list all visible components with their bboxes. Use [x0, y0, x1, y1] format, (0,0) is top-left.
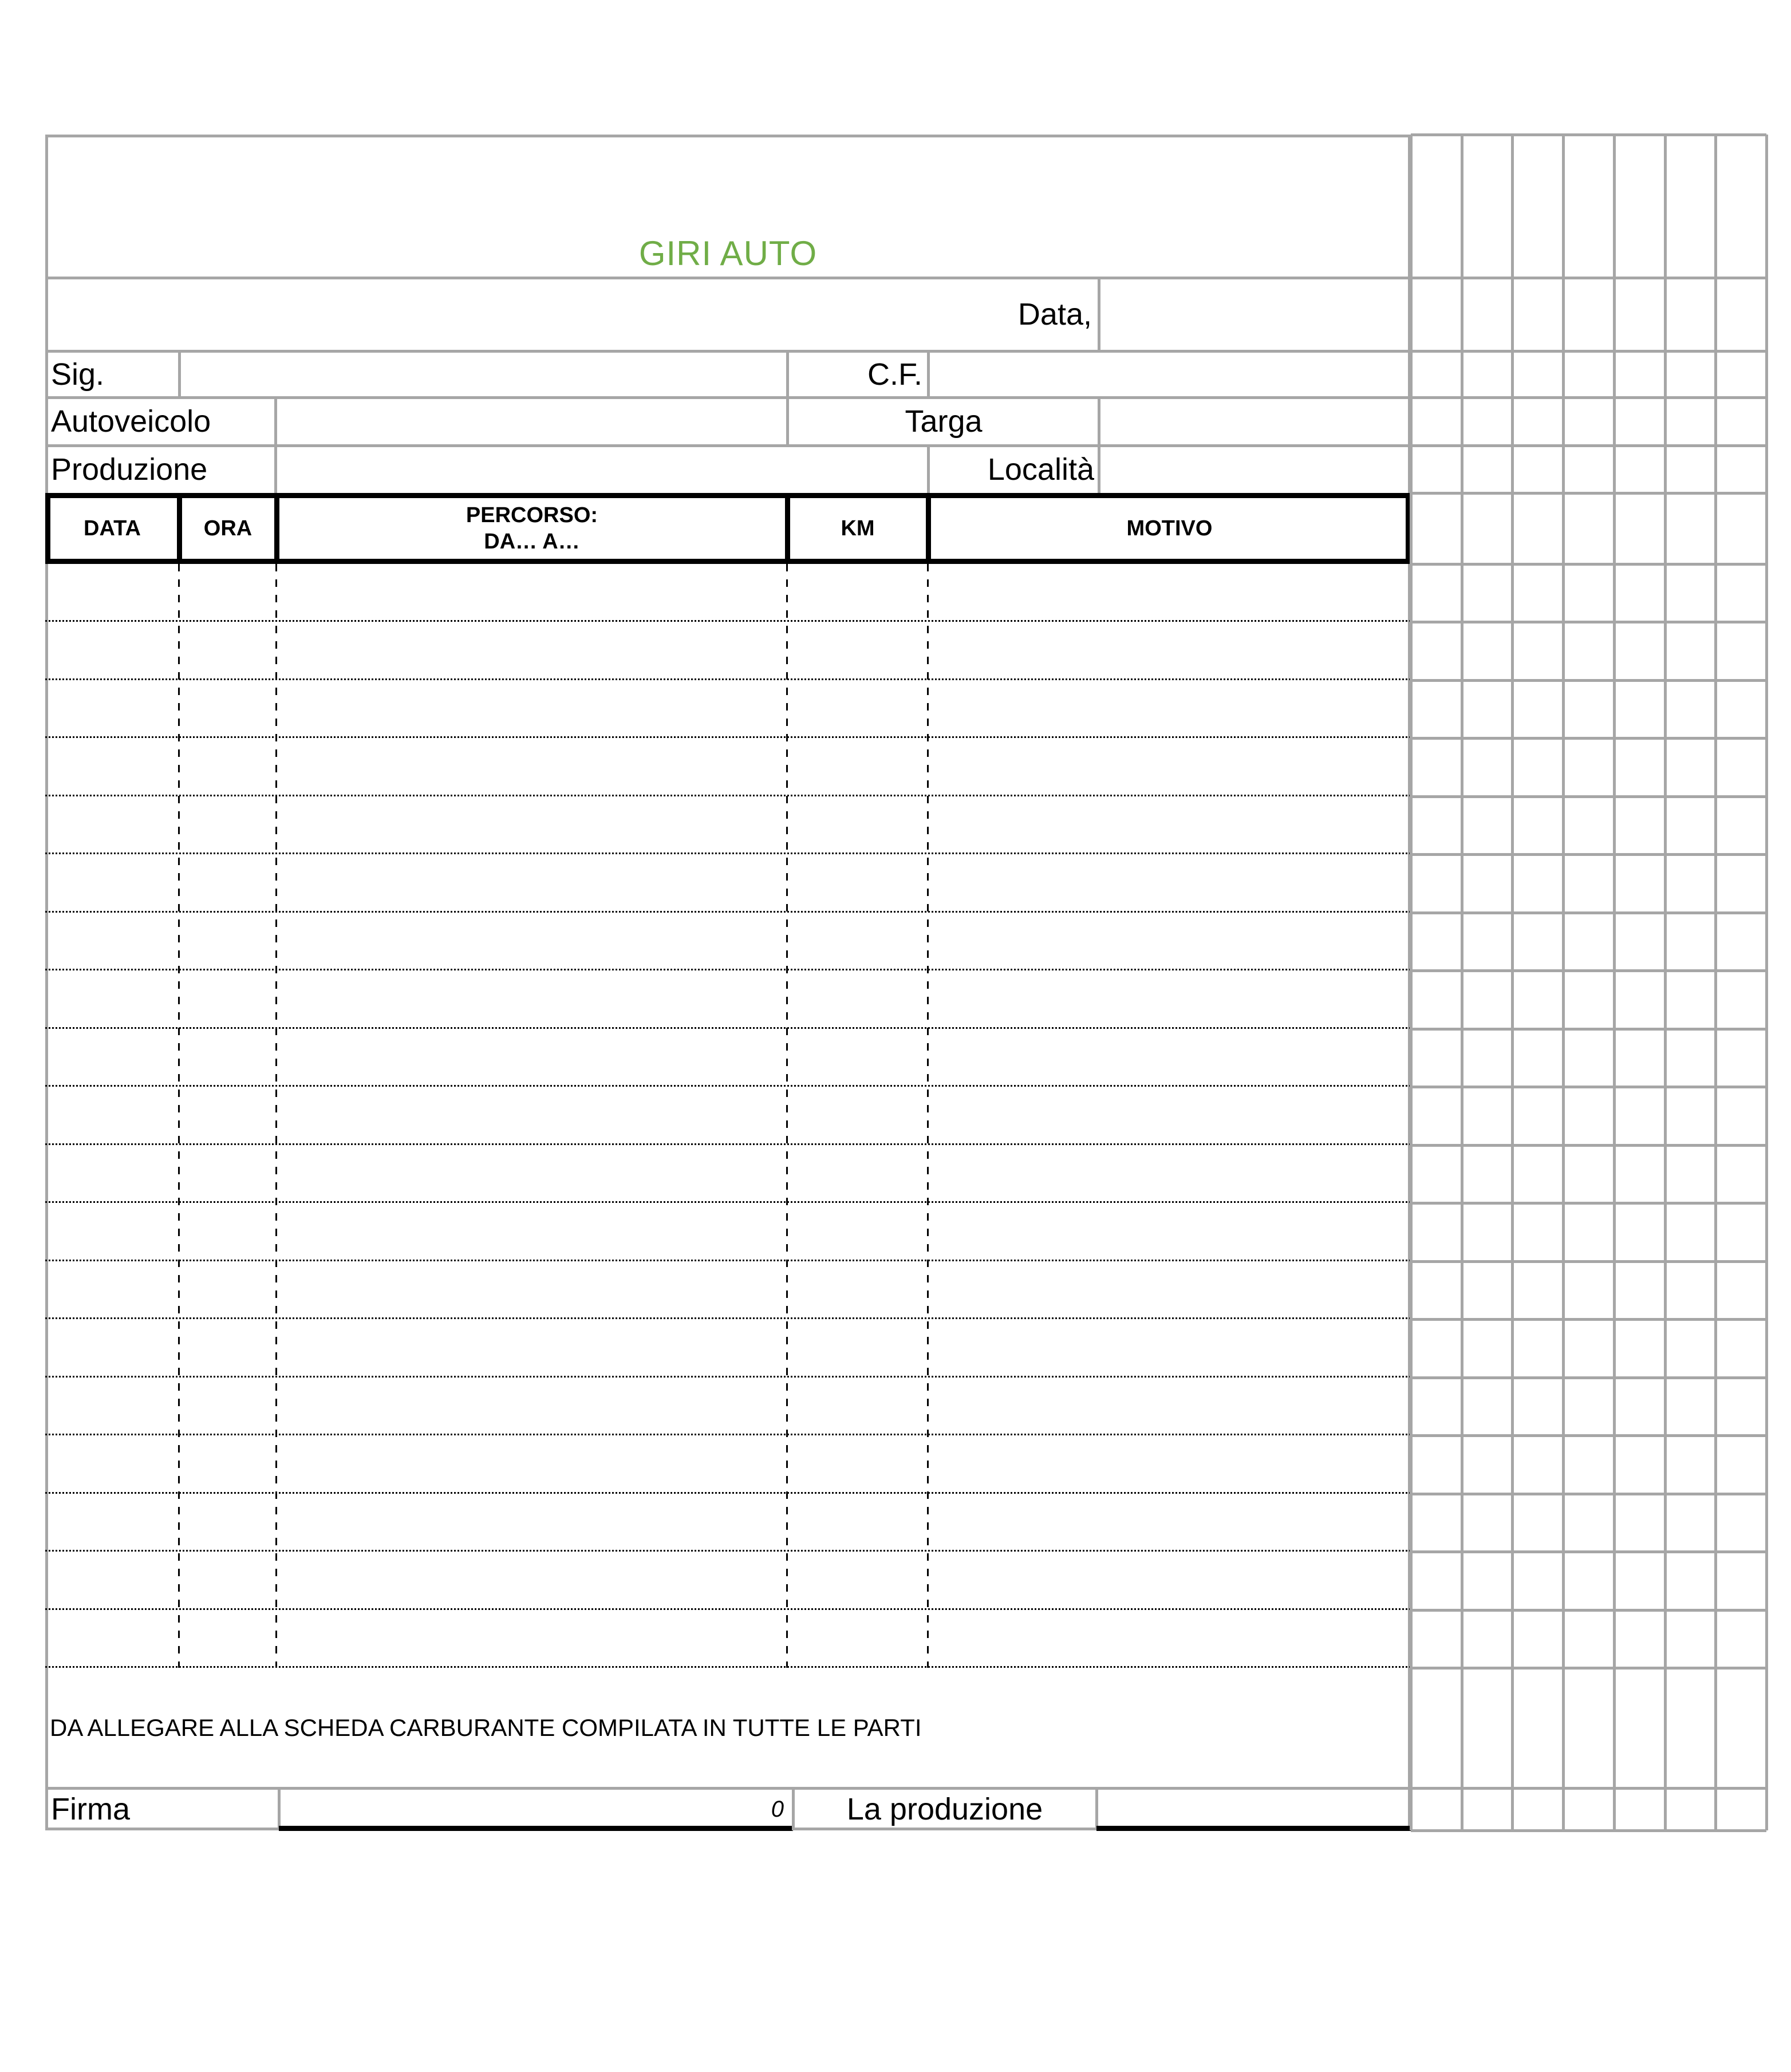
la-produzione-label: [793, 1788, 1096, 1830]
table-row[interactable]: [45, 1378, 1411, 1435]
grid-line: [1411, 795, 1766, 798]
column-divider: [178, 564, 180, 1668]
localita-label: [928, 445, 1100, 493]
grid-line: [1613, 135, 1616, 1830]
table-row[interactable]: [45, 1610, 1411, 1668]
grid-line: [1411, 1318, 1766, 1321]
targa-label: [787, 397, 1100, 445]
autoveicolo-label: [45, 397, 277, 445]
cf-label: [787, 351, 928, 397]
column-divider: [786, 564, 788, 1668]
column-header-km-text: KM: [841, 516, 875, 540]
grid-line: [1411, 969, 1766, 972]
produzione-input[interactable]: [277, 445, 928, 493]
firma-signature-value: 0: [771, 1796, 784, 1822]
table-body: [45, 564, 1411, 1668]
autoveicolo-input[interactable]: [277, 397, 787, 445]
grid-line: [1411, 1787, 1766, 1790]
grid-line: [1411, 1609, 1766, 1612]
column-header-percorso: [277, 493, 787, 564]
grid-line: [1411, 444, 1766, 447]
table-row[interactable]: [45, 564, 1411, 622]
grid-line: [1411, 853, 1766, 856]
localita-label-text: Località: [987, 452, 1094, 487]
sig-input[interactable]: [179, 351, 787, 397]
grid-line: [1664, 135, 1667, 1830]
column-header-ora: [179, 493, 277, 564]
produzione-label: [45, 445, 277, 493]
data-label: [45, 278, 1100, 351]
la-produzione-input[interactable]: [1096, 1788, 1411, 1830]
column-header-percorso-text: PERCORSO: DA… A…: [465, 503, 598, 554]
table-row[interactable]: [45, 1319, 1411, 1378]
grid-line: [1411, 1550, 1766, 1553]
grid-line: [1411, 277, 1766, 279]
table-row[interactable]: [45, 1145, 1411, 1203]
table-row[interactable]: [45, 1435, 1411, 1494]
table-row[interactable]: [45, 680, 1411, 738]
table-row[interactable]: [45, 970, 1411, 1029]
table-row[interactable]: [45, 796, 1411, 854]
cf-label-text: C.F.: [867, 357, 922, 392]
column-header-data: [45, 493, 179, 564]
column-header-data-text: DATA: [84, 516, 141, 540]
grid-line: [1411, 563, 1766, 566]
note-row: [45, 1668, 1411, 1788]
grid-line: [1411, 1260, 1766, 1263]
grid-line: [1411, 1144, 1766, 1147]
table-row[interactable]: [45, 854, 1411, 913]
table-row[interactable]: [45, 1203, 1411, 1261]
grid-line: [1461, 135, 1463, 1830]
table-row[interactable]: [45, 738, 1411, 796]
grid-line: [1411, 737, 1766, 740]
sig-label: [45, 351, 179, 397]
grid-line: [1411, 396, 1766, 399]
grid-line: [1411, 1829, 1766, 1832]
grid-line: [1411, 1028, 1766, 1031]
targa-input[interactable]: [1100, 397, 1411, 445]
form-title: GIRI AUTO: [638, 234, 818, 273]
grid-line: [1411, 1493, 1766, 1495]
table-row[interactable]: [45, 622, 1411, 680]
title-row: [45, 135, 1411, 278]
sig-label-text: Sig.: [51, 357, 105, 392]
signature-underline: [279, 1826, 793, 1831]
firma-label-text: Firma: [51, 1792, 130, 1826]
data-input[interactable]: [1100, 278, 1411, 351]
column-header-ora-text: ORA: [203, 516, 253, 540]
grid-line: [1411, 679, 1766, 682]
grid-line: [1411, 1376, 1766, 1379]
grid-line: [1765, 135, 1768, 1830]
grid-line: [1411, 1086, 1766, 1088]
column-header-km: [787, 493, 928, 564]
grid-line: [1411, 492, 1766, 495]
firma-label: [45, 1788, 279, 1830]
grid-line: [1411, 1667, 1766, 1670]
grid-line: [1411, 133, 1766, 136]
grid-line: [1410, 135, 1413, 1830]
column-header-motivo-text: MOTIVO: [1126, 516, 1213, 540]
grid-line: [1714, 135, 1717, 1830]
firma-signature-input[interactable]: [279, 1788, 793, 1830]
table-row[interactable]: [45, 1261, 1411, 1319]
column-divider: [275, 564, 277, 1668]
table-row[interactable]: [45, 1029, 1411, 1087]
data-label-text: Data,: [1017, 297, 1092, 331]
grid-line: [1511, 135, 1514, 1830]
table-row[interactable]: [45, 913, 1411, 970]
column-header-motivo: [928, 493, 1411, 564]
la-produzione-label-text: La produzione: [846, 1792, 1043, 1826]
note-text: DA ALLEGARE ALLA SCHEDA CARBURANTE COMPILATA IN TUTTE LE PARTI: [50, 1714, 922, 1741]
cf-input[interactable]: [928, 351, 1411, 397]
table-row[interactable]: [45, 1087, 1411, 1145]
column-divider: [927, 564, 929, 1668]
grid-line: [1411, 1202, 1766, 1205]
grid-line: [1562, 135, 1565, 1830]
grid-line: [1411, 1434, 1766, 1437]
autoveicolo-label-text: Autoveicolo: [51, 404, 211, 439]
grid-line: [1411, 911, 1766, 914]
produzione-underline: [1096, 1826, 1411, 1831]
targa-label-text: Targa: [905, 404, 983, 439]
localita-input[interactable]: [1100, 445, 1411, 493]
grid-line: [1411, 350, 1766, 353]
produzione-label-text: Produzione: [51, 452, 208, 487]
grid-line: [1411, 621, 1766, 623]
table-row[interactable]: [45, 1494, 1411, 1552]
table-row[interactable]: [45, 1552, 1411, 1610]
